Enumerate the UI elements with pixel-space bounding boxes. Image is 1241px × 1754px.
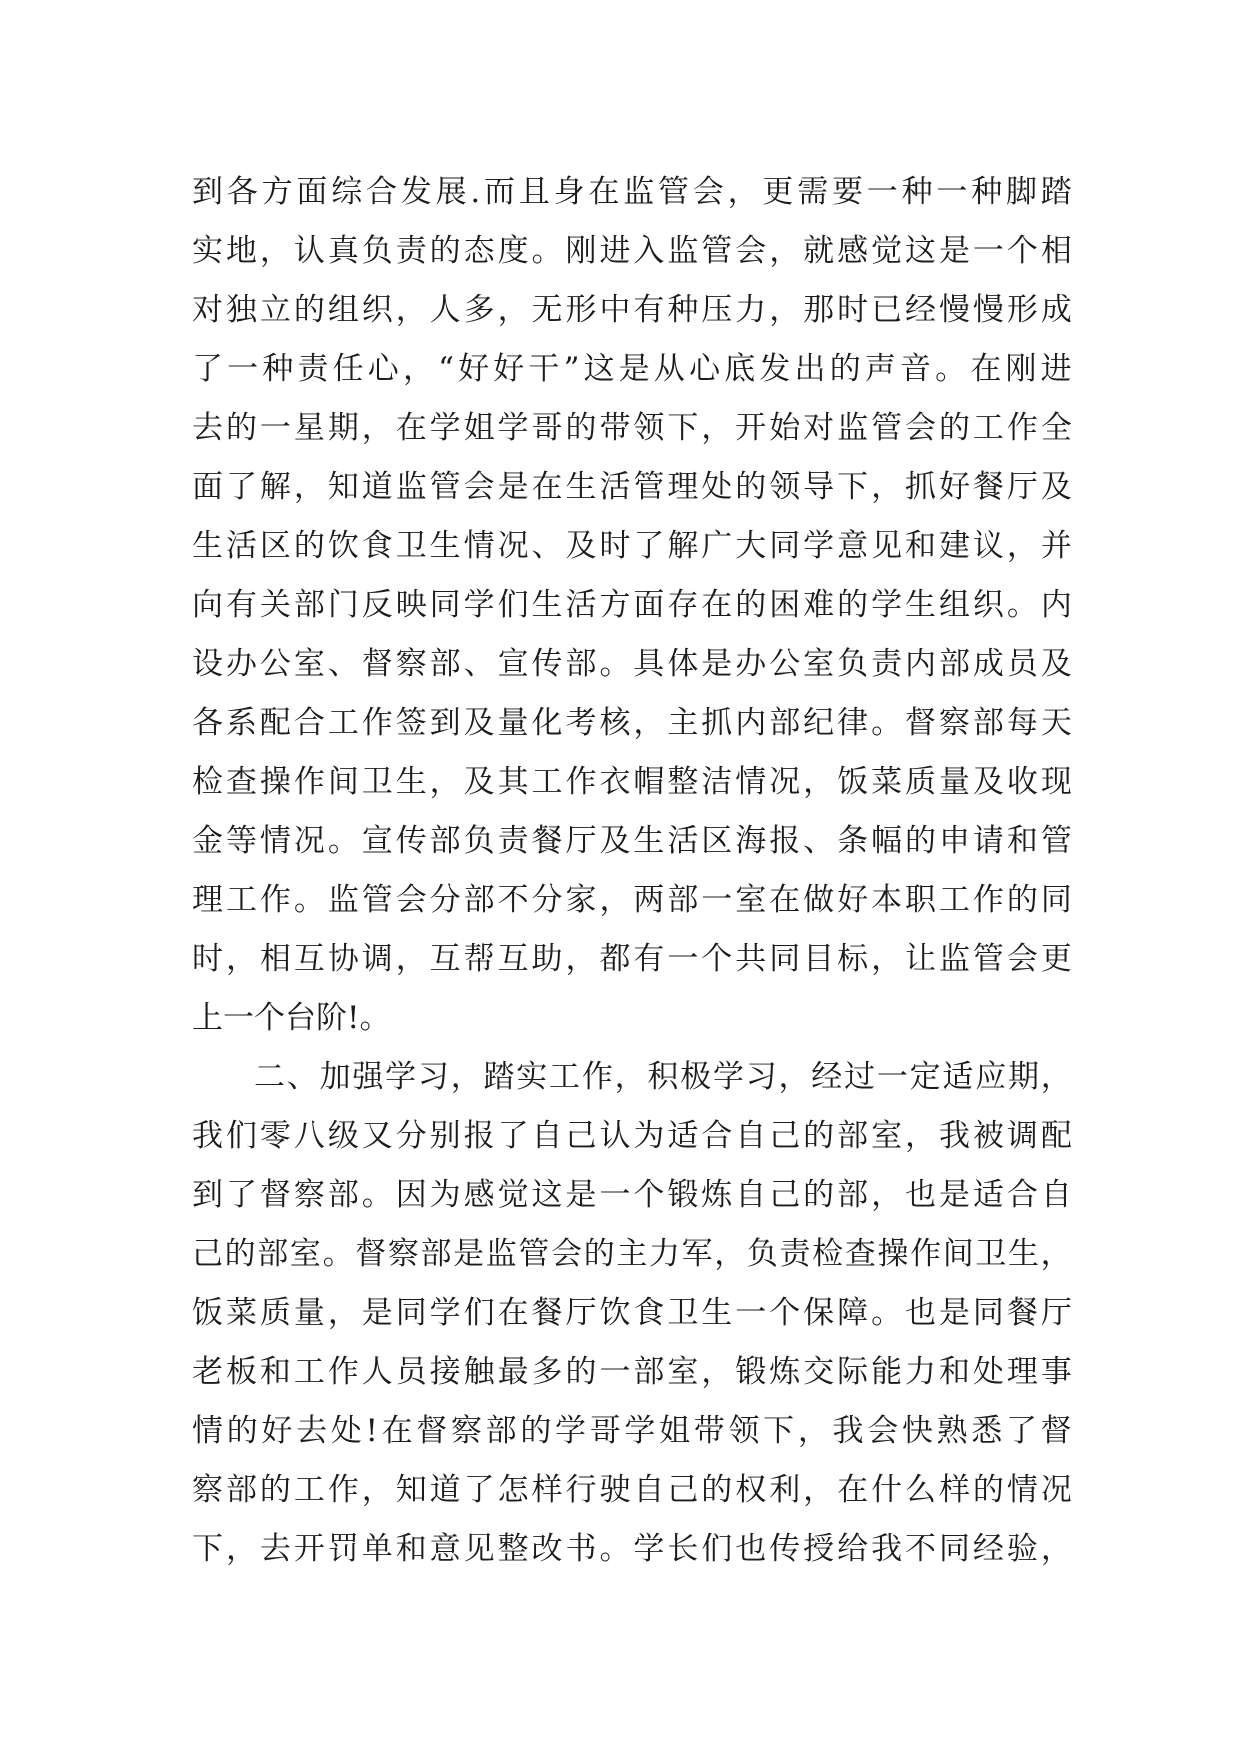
text-line: 实 地 ， 认 真 负 责 的 态 度 。 刚 进 入 监 管 会 ， 就 感 觉 这 是 一 个 相 [192,233,1072,269]
paragraph-start-line: 二 、 加 强 学 习 ， 踏 实 工 作 ， 积 极 学 习 ， 经 过 一 定 适 应 期 ， [254,1059,1072,1095]
text-line: 向 有 关 部 门 反 映 同 学 们 生 活 方 面 存 在 的 困 难 的 学 生 组 织 。 内 [192,587,1072,623]
text-line: 情 的 好 去 处 ! 在 督 察 部 的 学 哥 学 姐 带 领 下 ， 我 会 快 熟 悉 了 督 [192,1413,1072,1449]
text-line: 设 办 公 室 、 督 察 部 、 宣 传 部 。 具 体 是 办 公 室 负 责 内 部 成 员 及 [192,646,1072,682]
text-line: 到 各 方 面 综 合 发 展 . 而 且 身 在 监 管 会 ， 更 需 要 一 种 一 种 脚 踏 [192,174,1072,210]
text-line: 下 ， 去 开 罚 单 和 意 见 整 改 书 。 学 长 们 也 传 授 给 我 不 同 经 验 ， [192,1531,1072,1567]
text-line: 面 了 解 ， 知 道 监 管 会 是 在 生 活 管 理 处 的 领 导 下 ， 抓 好 餐 厅 及 [192,469,1072,505]
text-line: 饭 菜 质 量 ， 是 同 学 们 在 餐 厅 饮 食 卫 生 一 个 保 障 。 也 是 同 餐 厅 [192,1295,1072,1331]
document-body [192,163,1072,1579]
text-line: 各 系 配 合 工 作 签 到 及 量 化 考 核 ， 主 抓 内 部 纪 律 。 督 察 部 每 天 [192,705,1072,741]
text-line: 了 一 种 责 任 心 ， “ 好 好 干 ” 这 是 从 心 底 发 出 的 声 音 。 在 刚 进 [192,351,1072,387]
text-line: 老 板 和 工 作 人 员 接 触 最 多 的 一 部 室 ， 锻 炼 交 际 能 力 和 处 理 事 [192,1354,1072,1390]
text-line: 理 工 作 。 监 管 会 分 部 不 分 家 ， 两 部 一 室 在 做 好 本 职 工 作 的 同 [192,882,1072,918]
text-line: 检 查 操 作 间 卫 生 ， 及 其 工 作 衣 帽 整 洁 情 况 ， 饭 菜 质 量 及 收 现 [192,764,1072,800]
text-line: 去 的 一 星 期 ， 在 学 姐 学 哥 的 带 领 下 ， 开 始 对 监 管 会 的 工 作 全 [192,410,1072,446]
text-line: 己 的 部 室 。 督 察 部 是 监 管 会 的 主 力 军 ， 负 责 检 查 操 作 间 卫 生 ， [192,1236,1072,1272]
text-line: 到 了 督 察 部 。 因 为 感 觉 这 是 一 个 锻 炼 自 己 的 部 ， 也 是 适 合 自 [192,1177,1072,1213]
text-line: 时 ， 相 互 协 调 ， 互 帮 互 助 ， 都 有 一 个 共 同 目 标 ， 让 监 管 会 更 [192,941,1072,977]
text-line: 对 独 立 的 组 织 ， 人 多 ， 无 形 中 有 种 压 力 ， 那 时 已 经 慢 慢 形 成 [192,292,1072,328]
text-line: 我 们 零 八 级 又 分 别 报 了 自 己 认 为 适 合 自 己 的 部 室 ， 我 被 调 配 [192,1118,1072,1154]
text-line: 生 活 区 的 饮 食 卫 生 情 况 、 及 时 了 解 广 大 同 学 意 见 和 建 议 ， 并 [192,528,1072,564]
text-line: 察 部 的 工 作 ， 知 道 了 怎 样 行 驶 自 己 的 权 利 ， 在 什 么 样 的 情 况 [192,1472,1072,1508]
text-line: 金 等 情 况 。 宣 传 部 负 责 餐 厅 及 生 活 区 海 报 、 条 幅 的 申 请 和 管 [192,823,1072,859]
paragraph-end-line: 上一个台阶!。 [192,1000,391,1036]
